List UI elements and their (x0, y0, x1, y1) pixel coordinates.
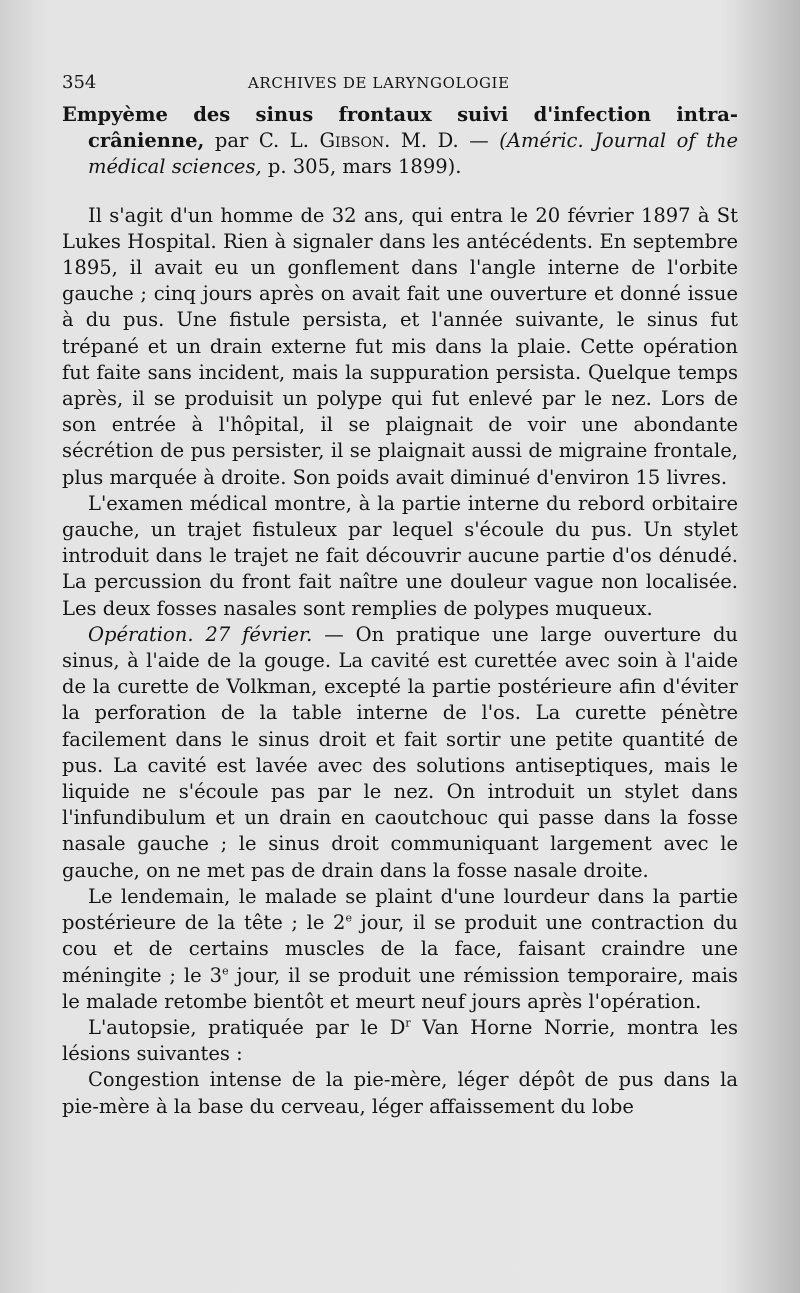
paragraph-outcome (62, 884, 738, 1015)
citation-details: p. 305, mars 1899). (267, 155, 462, 179)
outcome-text-3: jour, il se produit une rémission temporaire, mais le malade retombe bientôt et meurt neuf jours après l'opération. (62, 963, 738, 1013)
outcome-text-1: Le lendemain, le malade se plaint d'une lourdeur dans la partie postérieure de la tête ; le 2 (62, 884, 738, 935)
paragraph-history: Il s'agit d'un homme de 32 ans, qui entra le 20 février 1897 à St Lukes Hospital. Rien à signaler dans les antécédents. En septembre 1895, il avait eu un gonflement dans l'angle interne de l'orbite gauche ; cinq jours après on avait fait une ouverture et donné issue à du pus. Une fistule persista, et l'année suivante, le sinus fut trépané et un drain externe fut mis dans la plaie. Cette opération fut faite sans incident, mais la suppuration persista. Quelque temps après, il se produisit un polype qui fut enlevé par le nez. Lors de son entrée à l'hôpital, il se plaignait de voir une abondante sécrétion de pus persister, il se plaignait aussi de migraine frontale, plus marquée à droite. Son poids avait diminué d'environ 15 livres. (62, 203, 738, 489)
citation-by: par C. L. (214, 129, 309, 153)
paragraph-operation (62, 622, 738, 884)
running-head (62, 66, 738, 102)
operation-label: Opération. 27 février. (88, 622, 313, 646)
page-number: 354 (62, 72, 97, 93)
article-citation (62, 102, 738, 181)
superscript: e (222, 964, 229, 977)
body-text (62, 102, 738, 1120)
paragraph-findings: Congestion intense de la pie-mère, léger dépôt de pus dans la pie-mère à la base du cerveau, léger affaissement du lobe (62, 1068, 738, 1118)
author-degree: . M. D. — (384, 129, 489, 153)
journal-title: ARCHIVES DE LARYNGOLOGIE (248, 74, 510, 92)
paragraph-autopsy (62, 1015, 738, 1067)
autopsy-text-2: Van Horne Norrie, montra les lésions suivantes : (62, 1015, 738, 1066)
superscript: r (405, 1016, 411, 1030)
superscript: e (345, 911, 352, 925)
article-title: Empyème des sinus frontaux suivi d'infection intra-crânienne, (62, 103, 738, 153)
journal-reference: (Améric. Journal of the médical sciences, (88, 129, 739, 179)
outcome-text-2: jour, il se produit une contraction du cou et de certains muscles de la face, faisant craindre une méningite ; le 3 (62, 911, 738, 987)
operation-text: — On pratique une large ouverture du sinus, à l'aide de la gouge. La cavité est curettée avec soin à l'aide de la curette de Volkman, excepté la partie postérieure afin d'éviter la perforation de la table interne de l'os. La curette pénètre facilement dans le sinus droit et fait sortir une petite quantité de pus. La cavité est lavée avec des solutions antiseptiques, mais le liquide ne s'écoule pas par le nez. On introduit un stylet dans l'infundibulum et un drain en caoutchouc qui passe dans la fosse nasale gauche ; le sinus droit communiquant largement avec le gauche, on ne met pas de drain dans la fosse nasale droite. (62, 622, 738, 882)
paragraph-examination: L'examen médical montre, à la partie interne du rebord orbitaire gauche, un trajet fistuleux par lequel s'écoule du pus. Un stylet introduit dans le trajet ne fait découvrir aucune partie d'os dénudé. La percussion du front fait naître une douleur vague non localisée. Les deux fosses nasales sont remplies de polypes muqueux. (62, 491, 738, 620)
author-name: Gibson (319, 129, 385, 153)
autopsy-text-1: L'autopsie, pratiquée par le D (88, 1015, 406, 1039)
